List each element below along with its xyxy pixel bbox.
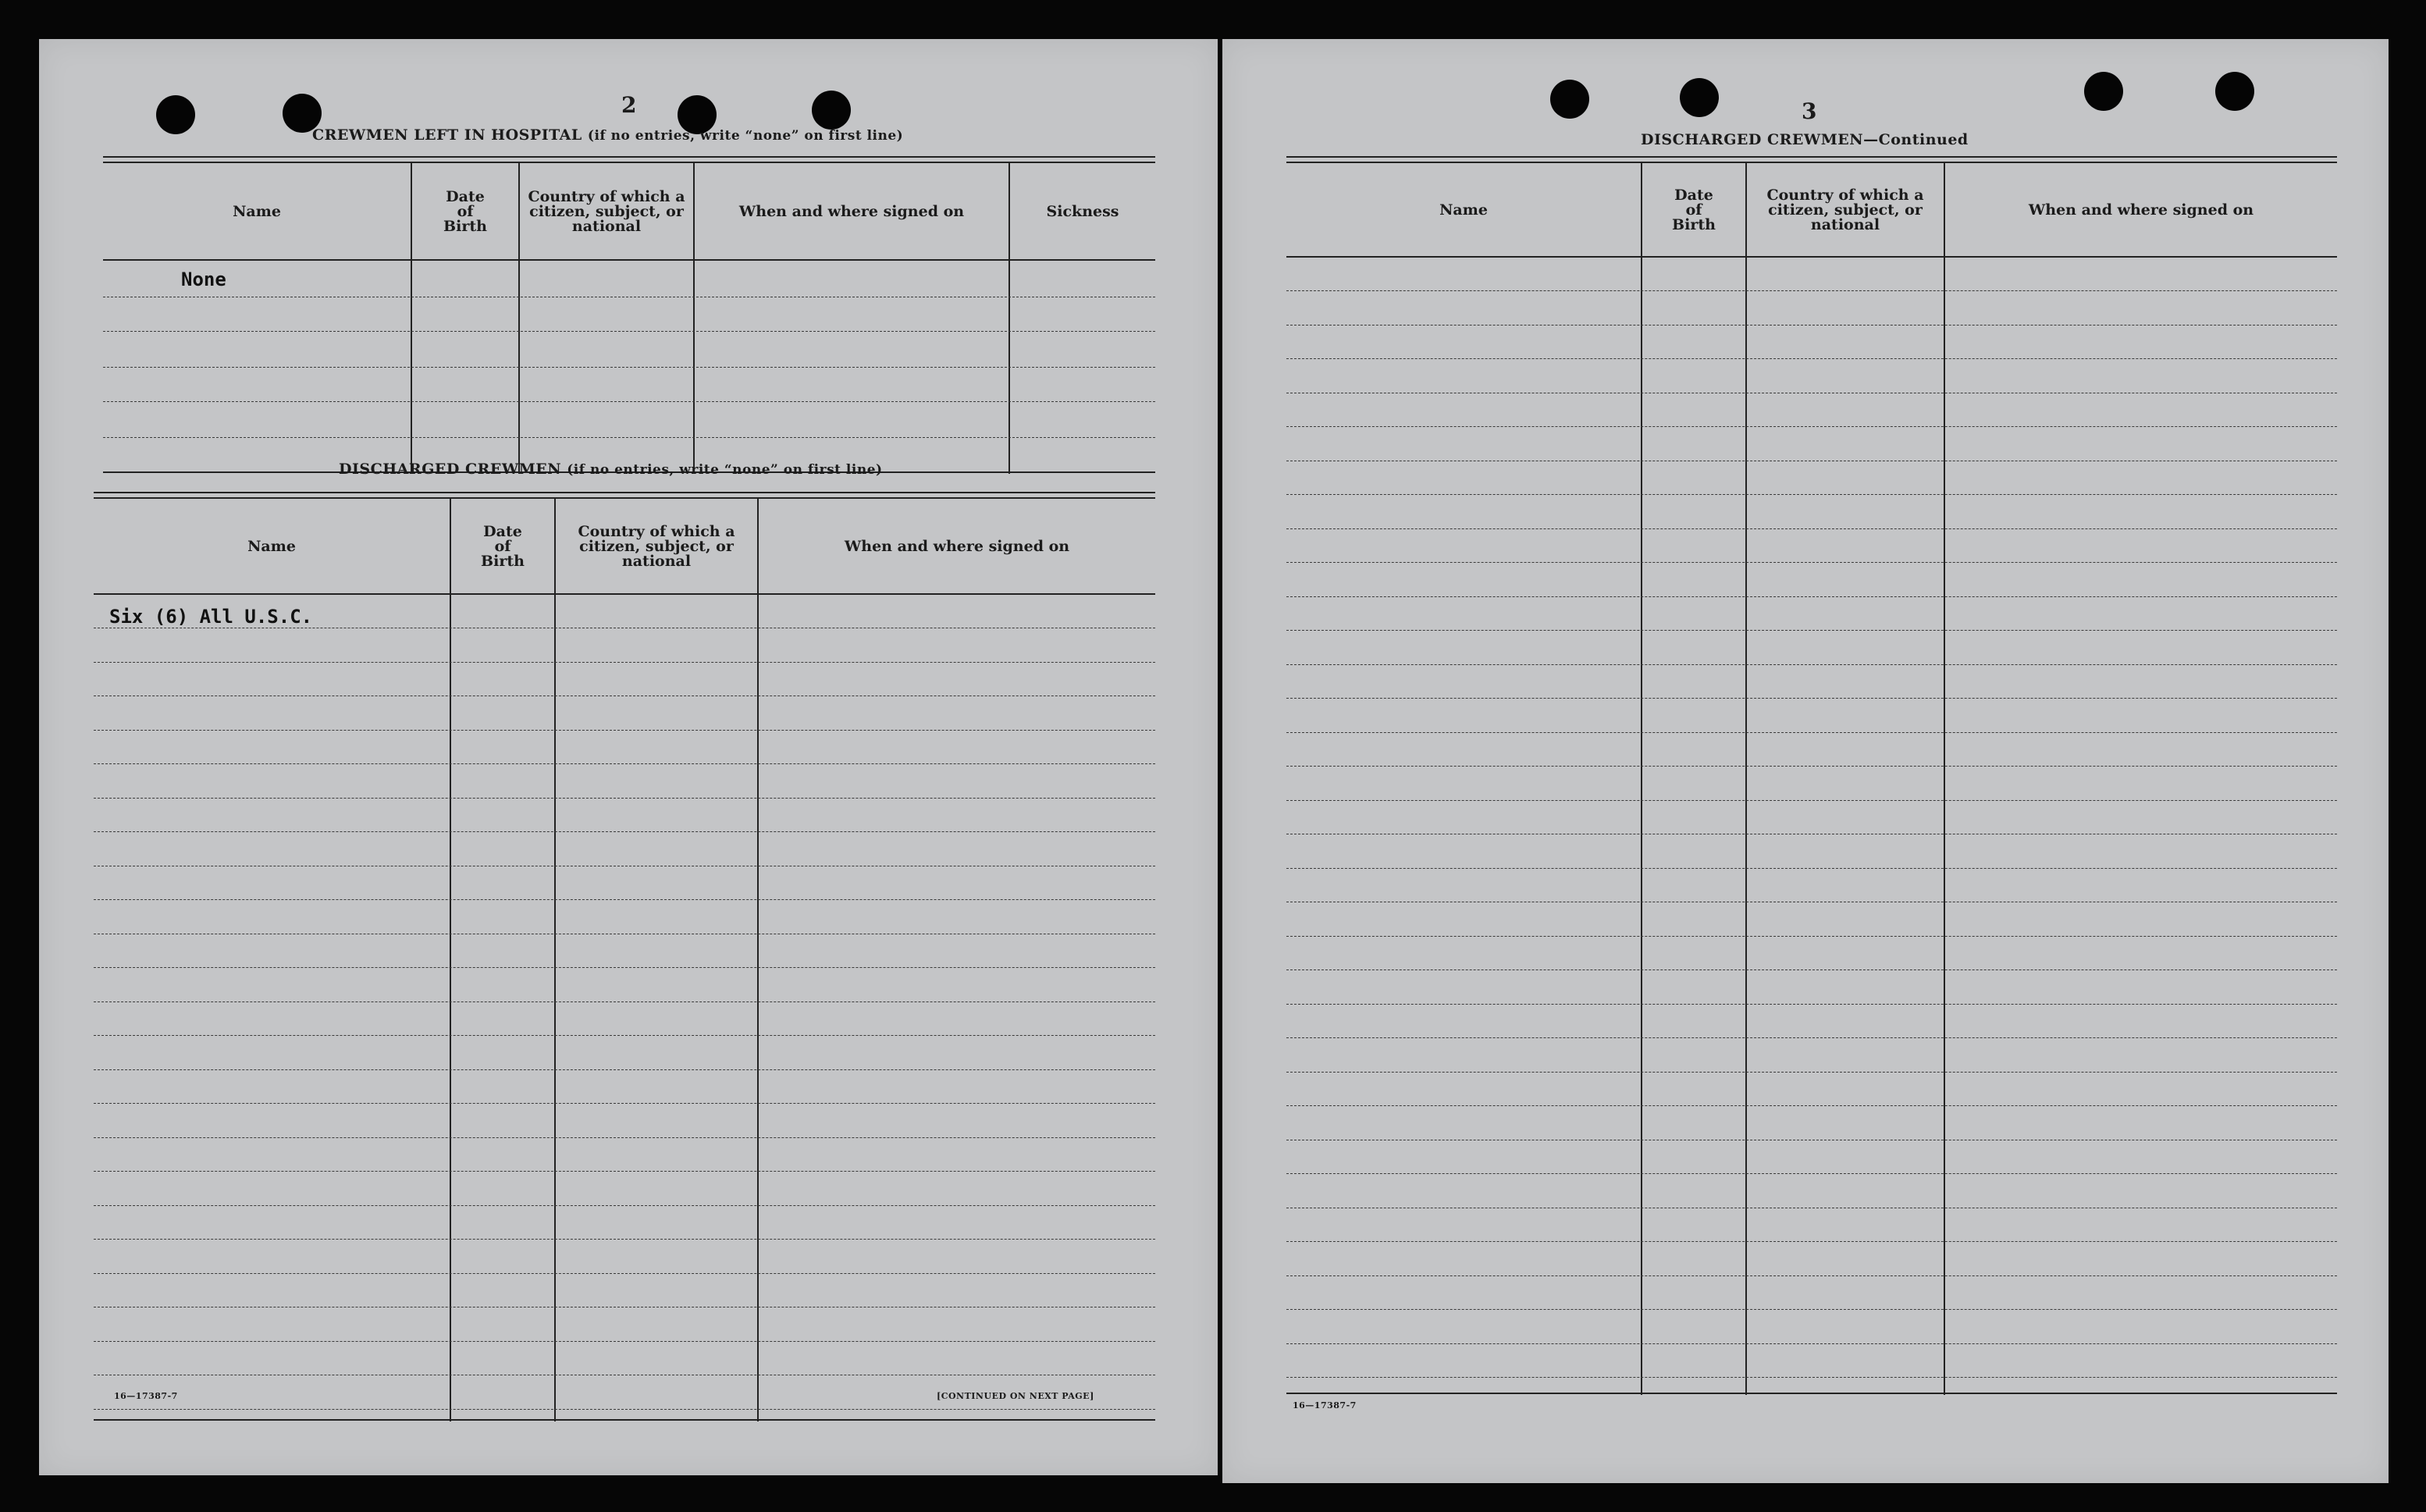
- ledger-row-line: [1286, 766, 2337, 767]
- discharged-continued-table: [1286, 156, 2337, 1405]
- ledger-row-line: [94, 730, 1155, 731]
- hospital-table: [103, 156, 1155, 476]
- ledger-row-line: [1286, 1004, 2337, 1005]
- punch-hole: [2215, 72, 2254, 111]
- page-number: 3: [1802, 98, 1817, 124]
- section-title-hospital: [312, 126, 903, 144]
- ledger-row-line: [1286, 1105, 2337, 1106]
- column-header-date-of-birth: Date of Birth: [481, 522, 525, 570]
- column-header-country: Country of which a citizen, subject, or national: [1766, 186, 1924, 233]
- ledger-row-line: [1286, 1275, 2337, 1276]
- page-number: 2: [621, 92, 637, 118]
- column-header-date-of-birth: Date of Birth: [443, 187, 487, 235]
- column-header-name: Name: [1439, 201, 1488, 219]
- ledger-row-line: [94, 1035, 1155, 1036]
- ledger-row-line: [94, 1171, 1155, 1172]
- punch-hole: [1550, 80, 1589, 119]
- ledger-row-line: [94, 1205, 1155, 1206]
- section-title-text: DISCHARGED CREWMEN: [339, 461, 562, 478]
- ledger-row-line: [1286, 936, 2337, 937]
- ledger-row-line: [1286, 732, 2337, 733]
- right-page: [1222, 39, 2389, 1483]
- section-title-discharged: [339, 461, 883, 478]
- ledger-row-line: [94, 1341, 1155, 1342]
- ledger-row-line: [94, 1001, 1155, 1002]
- ledger-row-line: [94, 1273, 1155, 1274]
- column-header-signed-on: When and where signed on: [738, 202, 965, 220]
- column-header-country: Country of which a citizen, subject, or national: [528, 187, 685, 235]
- column-header-date-of-birth: Date of Birth: [1672, 186, 1716, 233]
- ledger-row-line: [1286, 1343, 2337, 1344]
- ledger-row-line: [1286, 698, 2337, 699]
- punch-hole: [156, 95, 195, 134]
- ledger-row-line: [1286, 969, 2337, 970]
- punch-hole: [2084, 72, 2123, 111]
- form-number: 16—17387-7: [1293, 1400, 1357, 1411]
- ledger-row-line: [1286, 562, 2337, 563]
- ledger-row-line: [1286, 664, 2337, 665]
- column-header-signed-on: When and where signed on: [844, 537, 1070, 555]
- continued-note: [CONTINUED ON NEXT PAGE]: [937, 1391, 1094, 1401]
- ledger-row-line: [1286, 528, 2337, 529]
- ledger-row-line: [1286, 596, 2337, 597]
- ledger-row-line: [94, 1409, 1155, 1410]
- ledger-row-line: [1286, 1037, 2337, 1038]
- section-title-note: (if no entries, write “none” on first line): [587, 128, 904, 144]
- section-title-note: (if no entries, write “none” on first line): [567, 462, 883, 478]
- section-title-text: CREWMEN LEFT IN HOSPITAL: [312, 126, 582, 144]
- ledger-row-line: [1286, 426, 2337, 427]
- ledger-row-line: [94, 1137, 1155, 1138]
- hospital-entry: None: [181, 269, 226, 290]
- ledger-row-line: [1286, 1241, 2337, 1242]
- ledger-row-line: [1286, 630, 2337, 631]
- section-title-discharged-continued: DISCHARGED CREWMEN—Continued: [1641, 131, 1969, 148]
- ledger-row-line: [94, 798, 1155, 799]
- ledger-row-line: [94, 967, 1155, 968]
- ledger-row-line: [94, 1103, 1155, 1104]
- punch-hole: [1680, 78, 1719, 117]
- ledger-row-line: [1286, 358, 2337, 359]
- ledger-row-line: [1286, 290, 2337, 291]
- form-number: 16—17387-7: [114, 1391, 178, 1401]
- ledger-row-line: [94, 662, 1155, 663]
- ledger-row-line: [1286, 1377, 2337, 1378]
- ledger-row-line: [1286, 1309, 2337, 1310]
- discharged-table: [94, 492, 1155, 1424]
- punch-hole: [812, 91, 851, 130]
- column-header-name: Name: [233, 202, 281, 220]
- discharged-entry: Six (6) All U.S.C.: [109, 606, 313, 628]
- ledger-row-line: [1286, 868, 2337, 869]
- ledger-row-line: [1286, 800, 2337, 801]
- ledger-row-line: [94, 763, 1155, 764]
- column-header-country: Country of which a citizen, subject, or national: [578, 522, 735, 570]
- ledger-row-line: [94, 899, 1155, 900]
- ledger-row-line: [94, 831, 1155, 832]
- left-page: [39, 39, 1218, 1475]
- ledger-row-line: [94, 1239, 1155, 1240]
- ledger-row-line: [1286, 494, 2337, 495]
- column-header-signed-on: When and where signed on: [2028, 201, 2254, 219]
- ledger-row-line: [1286, 1173, 2337, 1174]
- column-header-sickness: Sickness: [1046, 202, 1119, 220]
- ledger-row-line: [94, 1069, 1155, 1070]
- ledger-row-line: [1286, 325, 2337, 326]
- ledger-row-line: [1286, 1072, 2337, 1073]
- column-header-name: Name: [247, 537, 296, 555]
